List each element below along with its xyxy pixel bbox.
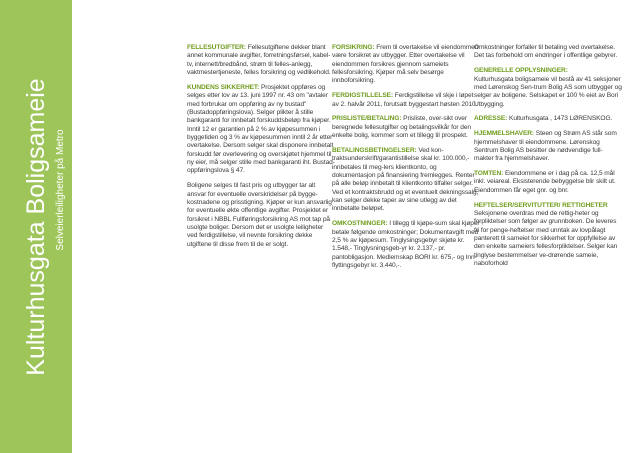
section-body: Ferdigstillelse vil skje i løpet av 2. halvår 2011, forutsatt byggestart høsten 2010.	[332, 92, 478, 108]
section-body: Prisliste, over-sikt over beregnede fellesutgifter og betalingsvilkår for den enkelte bolig, kommer som et tillegg til prospekt.	[332, 115, 471, 140]
section-kundens-sikkerhet	[187, 84, 335, 176]
section-body: Boligene selges til fast pris og utbygger tar alt ansvar for eventuelle overskridelser på bygge-kostnadene og prisstigning. Kjøper er kun ansvarlig for eventuelle økte offentlige avgifter. Prosjektet er forsikret i NBBL Fullføringsforsikring AS mot tap på usolgte boliger. Dersom det er usolgte leiligheter ved ferdigstillelse, vil nevnte forsikring dekke utgiftene til disse frem til de er solgt.	[187, 182, 332, 248]
section-prisliste	[332, 115, 480, 140]
green-sidebar	[0, 0, 72, 453]
section-adresse	[474, 115, 622, 123]
section-heading: FORSIKRING:	[332, 44, 375, 51]
section-heading: FELLESUTGIFTER:	[187, 44, 246, 51]
section-hjemmelshaver	[474, 130, 622, 163]
section-fellesutgifter	[187, 44, 335, 77]
section-heading: PRISLISTE/BETALING:	[332, 115, 402, 123]
section-body: Kulturhusgata , 1473 LØRENSKOG.	[509, 115, 613, 123]
section-body: Omkostninger forfaller til betaling ved overtakelse. Det tas forbehold om endringer i offentlige gebyrer.	[474, 44, 618, 60]
section-heading: FERDIGSTILLELSE:	[332, 92, 394, 100]
section-heading: BETALINGSBETINGELSER:	[332, 146, 417, 154]
section-heading: OMKOSTNINGER:	[332, 220, 388, 228]
section-body: Ved kon-traktsunderskrift/garantistillelse skal kr. 100.000,- innbetales til meg-lers klientkonto, og dokumentasjon på finansiering fremlegges. Renter på alle beløp innbetalt til klientkonto tilfaller selger. Ved et kontraktsbrudd og et eventuelt dekningssalg, kan selger dekke taper av sine utlegg av det innbetalte beløpet.	[332, 146, 479, 213]
section-heftelser	[474, 202, 622, 269]
section-omkostninger-forfall	[474, 44, 622, 61]
section-heading: KUNDENS SIKKERHET:	[187, 83, 260, 91]
section-fast-pris	[187, 182, 335, 249]
section-heading: HEFTELSER/SERVITUTTER/ RETTIGHETER	[474, 201, 608, 209]
text-column-1	[187, 44, 335, 255]
section-body: Seksjonene overdras med de rettig-heter og forpliktelser som følger av grunnboken. De leveres fri for penge-heftelser med unntak av lovpålagt panterett til sameiet for sikkerhet for oppfyllelse av den enkelte sameiers fellesforpliktelser. Selger kan tinglyse bestemmelser ve-drørende sameie, naboforhold	[474, 210, 618, 268]
section-forsikring	[332, 44, 480, 86]
section-heading: ADRESSE:	[474, 115, 508, 123]
section-body: Steen og Strøm AS står som hjemmelshaver til eiendommene. Lørenskog Sentrum Bolig AS besitter de nødvendige full-makter fra hjemmelshaver.	[474, 130, 617, 163]
section-body: Kulturhusgata boligsameie vil bestå av 41 seksjoner med Lørenskog Sen-trum Bolig AS som utbygger og selger av boligene. Selskapet er 100 % eiet av Bori Utbygging.	[474, 75, 622, 108]
section-omkostninger	[332, 220, 480, 270]
section-heading: HJEMMELSHAVER:	[474, 130, 535, 138]
document-title: Kulturhusgata Boligsameie	[22, 78, 50, 376]
text-column-2	[332, 44, 480, 277]
section-heading: GENERELLE OPPLYSNINGER:	[474, 67, 568, 75]
section-heading: TOMTEN:	[474, 170, 504, 178]
text-column-3	[474, 44, 622, 275]
section-body: Prosjektet oppføres og selges etter lov av 13. juni 1997 nr. 43 om "avtaler med forbrukar om oppføring av ny bustad" (Bustadoppføringslova). Selger plikter å stille bankgaranti for innbetalt forskuddsbeløp fra kjøper. Inntil 12 er garantien på 2 % av kjøpesummen i byggetiden og 3 % av kjøpesummen inntil 2 år etter overtakelse. Dersom selger skal disponere innbetalt forskudd før overlevering og overskjøtet hjemmel til ny eier, må selger stille med bankgaranti iht. Bustad-oppføringslova § 47.	[187, 83, 335, 175]
section-ferdigstillelse	[332, 92, 480, 109]
section-body: Eiendommene er i dag på ca. 12,5 mål inkl. veiareal. Eksisterende bebyggelse blir skilt ut. Eiendommen får eget gnr. og bnr.	[474, 170, 616, 194]
section-tomten	[474, 170, 622, 195]
section-body: Frem til overtakelse vil eiendommen være forsikret av utbygger. Etter overtakelse vil eiendommen forsikres gjennom sameiets fellesforsikring. Kjøper må selv besørge innboforsikring.	[332, 44, 479, 85]
section-betalingsbetingelser	[332, 147, 480, 214]
document-subtitle: Selveierleiligheter på Metro	[55, 129, 66, 251]
section-body: I tillegg til kjøpe-sum skal kjøper betale følgende omkostninger; Dokumentavgift med 2,5 % av kjøpesum. Tinglysingsgebyr skjøte kr. 1.548,- Tinglysningsgeb-yr kr. 2.137,- pr. pantobligasjon. Medlemskap BORI kr. 675,- og Inn-flyttingsgebyr kr. 3.440,-.	[332, 220, 480, 269]
section-generelle-opplysninger	[474, 67, 622, 109]
section-body: Fellesutgiftene dekker blant annet kommunale avgifter, forretningsførsel, kabel-tv, internett/bredbånd, strøm til felles-anlegg, vaktmestertjeneste, felles forsikring og vedlikehold.	[187, 44, 331, 77]
